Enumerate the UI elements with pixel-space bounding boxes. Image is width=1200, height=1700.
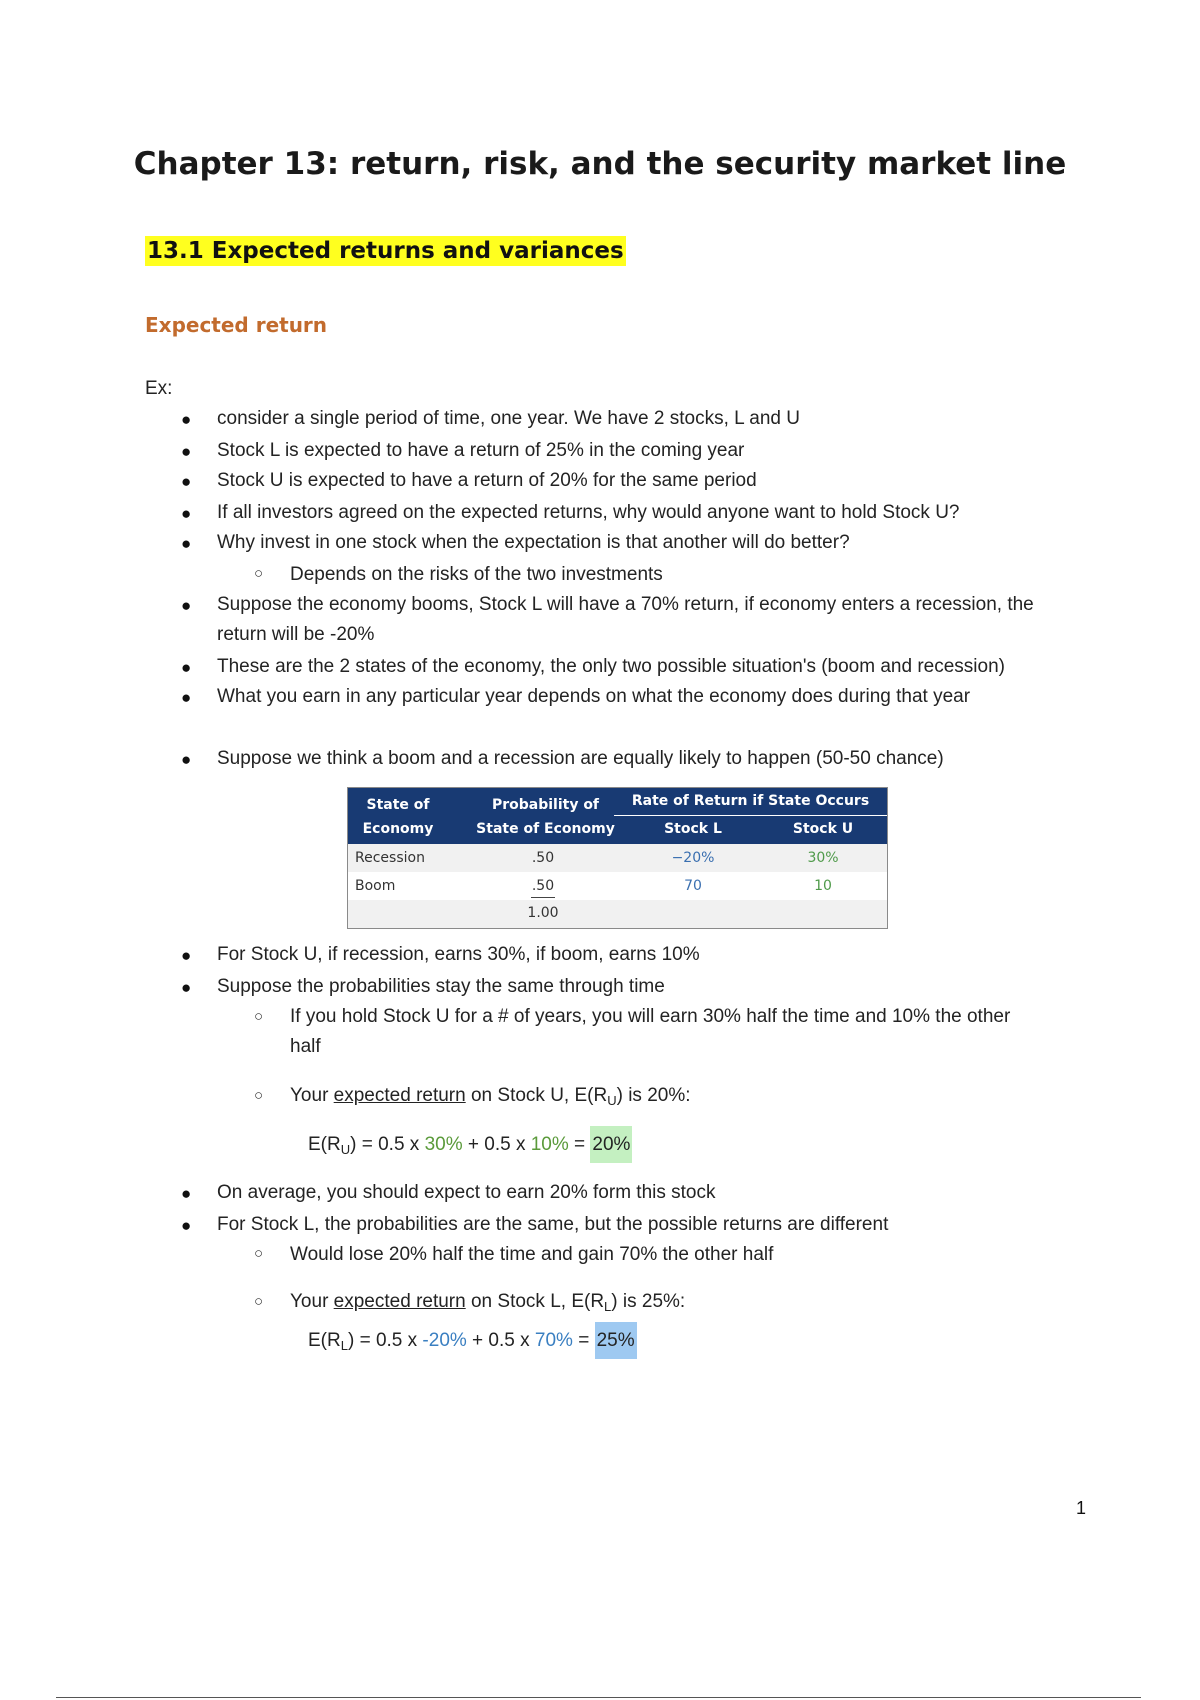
- cell-state: Recession: [355, 850, 425, 866]
- bullet-icon: ●: [181, 410, 192, 429]
- sub-list-item: Depends on the risks of the two investments: [290, 564, 663, 585]
- footer-divider: [56, 1697, 1141, 1698]
- bullet-icon: ●: [181, 750, 192, 769]
- sub-list-item: Would lose 20% half the time and gain 70% the other half: [290, 1244, 774, 1265]
- formula-u: $E(R_U) = 0.5$ x 30% + 0.5 x 10% = 20%: [308, 1134, 632, 1157]
- list-item: Stock L is expected to have a return of 25% in the coming year: [217, 440, 745, 461]
- expected-return-term: expected return: [333, 1085, 466, 1106]
- circle-bullet-icon: ○: [254, 1008, 264, 1025]
- bullet-icon: ●: [181, 1184, 192, 1203]
- result-u: 20%: [590, 1126, 632, 1163]
- cell-stock-l: 70: [684, 878, 702, 894]
- bullet-icon: ●: [181, 534, 192, 553]
- list-item: consider a single period of time, one year. We have 2 stocks, L and U: [217, 408, 800, 429]
- bullet-icon: ●: [181, 442, 192, 461]
- header-stock-u: Stock U: [792, 821, 854, 837]
- bullet-icon: ●: [181, 472, 192, 491]
- header-prob-2: State of Economy: [476, 821, 615, 837]
- circle-bullet-icon: ○: [254, 1245, 264, 1262]
- ex-label: Ex:: [145, 378, 173, 399]
- header-state-1: State of: [366, 797, 430, 813]
- cell-stock-l: −20%: [671, 850, 715, 866]
- circle-bullet-icon: ○: [254, 565, 264, 582]
- bullet-icon: ●: [181, 596, 192, 615]
- header-state-2: Economy: [362, 821, 434, 837]
- formula-l: $E(R_L) = 0.5$ x -20% + 0.5 x 70% = 25%: [308, 1330, 637, 1353]
- cell-stock-u: 30%: [807, 850, 839, 866]
- expected-return-l-line: Your expected return on Stock L, $E(R_L)$ is 25%:: [290, 1291, 686, 1314]
- list-item: Why invest in one stock when the expectation is that another will do better?: [217, 532, 850, 553]
- header-stock-l: Stock L: [664, 821, 722, 837]
- list-item: Suppose we think a boom and a recession are equally likely to happen (50-50 chance): [217, 748, 944, 769]
- circle-bullet-icon: ○: [254, 1293, 264, 1310]
- cell-stock-u: 10: [814, 878, 832, 894]
- circle-bullet-icon: ○: [254, 1087, 264, 1104]
- cell-state: Boom: [355, 878, 396, 894]
- bullet-icon: ●: [181, 1216, 192, 1235]
- bullet-icon: ●: [181, 504, 192, 523]
- list-item: On average, you should expect to earn 20% form this stock: [217, 1182, 716, 1203]
- list-item: Suppose the economy booms, Stock L will have a 70% return, if economy enters a recession, the: [217, 594, 1034, 615]
- cell-prob: .50: [531, 850, 555, 866]
- header-rate: Rate of Return if State Occurs: [631, 793, 870, 809]
- cell-prob: .50: [531, 878, 555, 894]
- bullet-icon: ●: [181, 658, 192, 677]
- bullet-icon: ●: [181, 946, 192, 965]
- bullet-icon: ●: [181, 978, 192, 997]
- bullet-icon: ●: [181, 688, 192, 707]
- list-item: What you earn in any particular year depends on what the economy does during that year: [217, 686, 971, 707]
- list-item: Suppose the probabilities stay the same through time: [217, 976, 665, 997]
- header-divider: [614, 815, 887, 816]
- list-item: For Stock L, the probabilities are the same, but the possible returns are different: [217, 1214, 889, 1235]
- sub-list-item-continued: half: [290, 1036, 321, 1057]
- list-item: For Stock U, if recession, earns 30%, if boom, earns 10%: [217, 944, 700, 965]
- result-l: 25%: [595, 1322, 637, 1359]
- section-heading: 13.1 Expected returns and variances: [147, 238, 624, 264]
- list-item: If all investors agreed on the expected returns, why would anyone want to hold Stock U?: [217, 502, 960, 523]
- list-item: Stock U is expected to have a return of 20% for the same period: [217, 470, 757, 491]
- sub-heading: Expected return: [145, 313, 328, 337]
- page-title: Chapter 13: return, risk, and the security market line: [133, 146, 1067, 182]
- sum-underline: [531, 897, 555, 898]
- list-item: These are the 2 states of the economy, the only two possible situation's (boom and recession): [217, 656, 1005, 677]
- returns-table: [347, 787, 888, 929]
- sub-list-item: If you hold Stock U for a # of years, you will earn 30% half the time and 10% the other: [290, 1006, 1011, 1027]
- list-item-continued: return will be -20%: [217, 624, 375, 645]
- page-number: 1: [1076, 1498, 1087, 1518]
- expected-return-term: expected return: [333, 1291, 466, 1312]
- expected-return-u-line: Your expected return on Stock U, $E(R_U)$ is 20%:: [290, 1085, 691, 1108]
- header-prob-1: Probability of: [491, 797, 600, 813]
- cell-prob-total: 1.00: [527, 905, 559, 921]
